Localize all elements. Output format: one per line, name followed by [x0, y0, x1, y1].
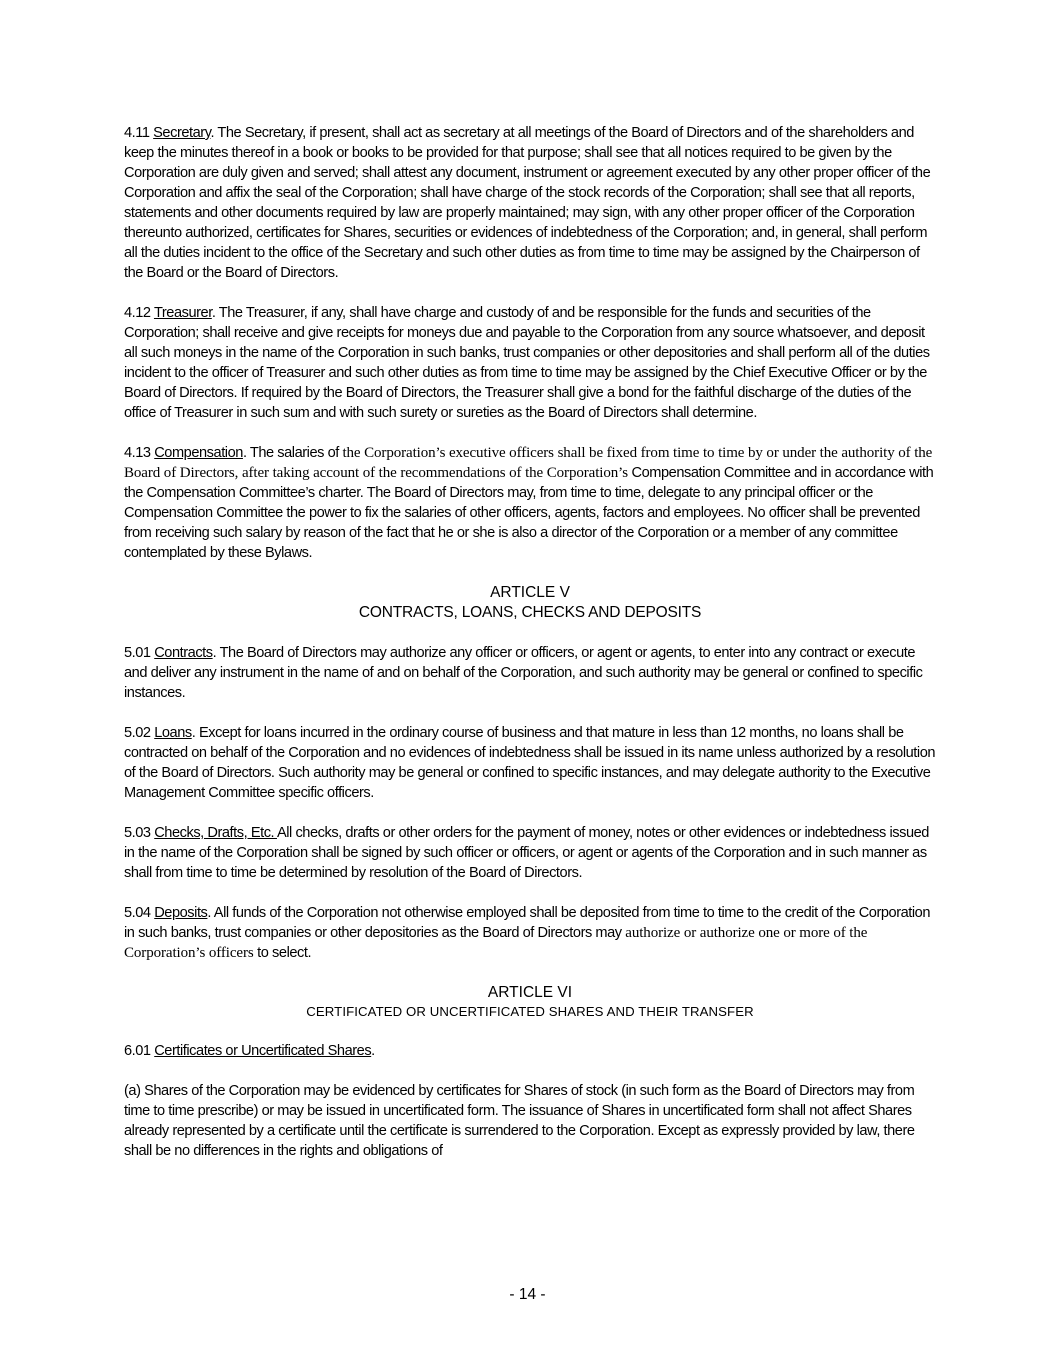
section-body: . Except for loans incurred in the ordinary course of business and that mature in less than 12 months, no loans shall be contracted on behalf of the Corporation and no evidences of indebtedness shall be issued in its name unless authorized by a resolution of the Board of Directors. Such authority may be general or confined to specific instances, and may delegate authority to the Executive Management Committee specific officers.: [124, 725, 936, 801]
page-number: - 14 -: [509, 1286, 546, 1303]
section-4-13: [124, 443, 936, 563]
section-body: . The salaries of: [242, 445, 343, 461]
article-6-subtitle: CERTIFICATED OR UNCERTIFICATED SHARES AND THEIR TRANSFER: [306, 1004, 754, 1019]
section-4-11: [124, 123, 936, 283]
section-6-01: [124, 1041, 936, 1061]
section-number: 5.02: [124, 725, 151, 741]
section-heading: Loans: [154, 725, 192, 741]
section-body-cont: to select.: [253, 945, 312, 961]
article-5-subtitle: CONTRACTS, LOANS, CHECKS AND DEPOSITS: [358, 604, 702, 621]
section-body: . The Board of Directors may authorize any officer or officers, or agent or agents, to enter into any contract or execute and deliver any instrument in the name of and on behalf of the Corporation, and such authority may be general or confined to specific instances.: [124, 645, 923, 701]
section-number: 5.03: [124, 825, 151, 841]
section-5-03: [124, 823, 936, 883]
section-number: 4.12: [124, 305, 151, 321]
section-heading-tail: .: [371, 1043, 375, 1059]
section-4-12: [124, 303, 936, 423]
section-5-01: [124, 643, 936, 703]
section-body: (a) Shares of the Corporation may be evidenced by certificates for Shares of stock (in such form as the Board of Directors may from time to time prescribe) or may be issued in uncertificated form. The issuance of Shares in uncertificated form shall not affect Shares already represented by a certificate until the certificate is surrendered to the Corporation. Except as expressly provided by law, there shall be no differences in the rights and obligations of: [124, 1083, 915, 1159]
section-body: . All funds of the Corporation not otherwise employed shall be deposited from time to time to the credit of the Corporation in such banks, trust companies or other depositories as the Board of Directors may: [124, 905, 931, 941]
section-body-cont: Compensation Committee and in accordance with the Compensation Committee’s charter. The Board of Directors may, from time to time, delegate to any principal officer or the Compensation Committee the power to fix the salaries of other officers, agents, factors and employees. No officer shall be prevented from receiving such salary by reason of the fact that he or she is also a director of the Corporation or a member of any committee contemplated by these Bylaws.: [124, 465, 934, 561]
section-heading: Certificates or Uncertificated Shares: [154, 1043, 372, 1059]
section-heading: Checks, Drafts, Etc.: [154, 825, 277, 841]
section-number: 5.01: [124, 645, 151, 661]
section-number: 6.01: [124, 1043, 151, 1059]
section-body-serif: the Corporation’s executive officers shall be fixed from time to time by or under the authority of the Board of Directors, after taking account of the recommendations of the Corporation’s: [124, 445, 933, 481]
section-5-04: [124, 903, 936, 963]
section-number: 5.04: [124, 905, 151, 921]
section-body: . The Secretary, if present, shall act as secretary at all meetings of the Board of Directors and of the shareholders and keep the minutes thereof in a book or books to be provided for that purpose; shall see that all notices required to be given by the Corporation are duly given and served; shall attest any document, instrument or agreement executed by any other proper officer of the Corporation and affix the seal of the Corporation; shall have charge of the stock records of the Corporation; shall see that all reports, statements and other documents required by law are properly maintained; may sign, with any other proper officer of the Corporation thereunto authorized, certificates for Shares, securities or evidences of indebtedness of the Corporation; and, in general, shall perform all the duties incident to the office of the Secretary and such other duties as from time to time may be assigned by the Chairperson of the Board or the Board of Directors.: [124, 125, 931, 281]
article-5-title: ARTICLE V: [490, 584, 570, 601]
document-page: [124, 123, 936, 1181]
section-number: 4.11: [124, 125, 150, 141]
section-heading: Contracts: [154, 645, 213, 661]
section-heading: Treasurer: [153, 305, 212, 321]
section-body: . The Treasurer, if any, shall have charge and custody of and be responsible for the funds and securities of the Corporation; shall receive and give receipts for moneys due and payable to the Corporation from any source whatsoever, and deposit all such moneys in the name of the Corporation in such banks, trust companies or other depositories and shall perform all of the duties incident to the officer of Treasurer and such other duties as from time to time may be assigned by the Chief Executive Officer or by the Board of Directors. If required by the Board of Directors, the Treasurer shall give a bond for the faithful discharge of the duties of the office of Treasurer in such sum and with such surety or sureties as the Board of Directors shall determine.: [124, 305, 930, 421]
section-body: All checks, drafts or other orders for the payment of money, notes or other evidences or indebtedness issued in the name of the Corporation shall be signed by such officer or officers, or agent or agents of the Corporation and in such manner as shall from time to time be determined by resolution of the Board of Directors.: [124, 825, 929, 881]
section-number: 4.13: [124, 445, 151, 461]
section-heading: Compensation: [154, 445, 243, 461]
section-5-02: [124, 723, 936, 803]
section-body-serif: authorize or authorize one or more of the Corporation’s officers: [124, 925, 868, 961]
section-heading: Secretary: [153, 125, 211, 141]
section-heading: Deposits: [154, 905, 208, 921]
section-6-01-a: [124, 1081, 936, 1161]
article-6-title: ARTICLE VI: [487, 984, 573, 1001]
